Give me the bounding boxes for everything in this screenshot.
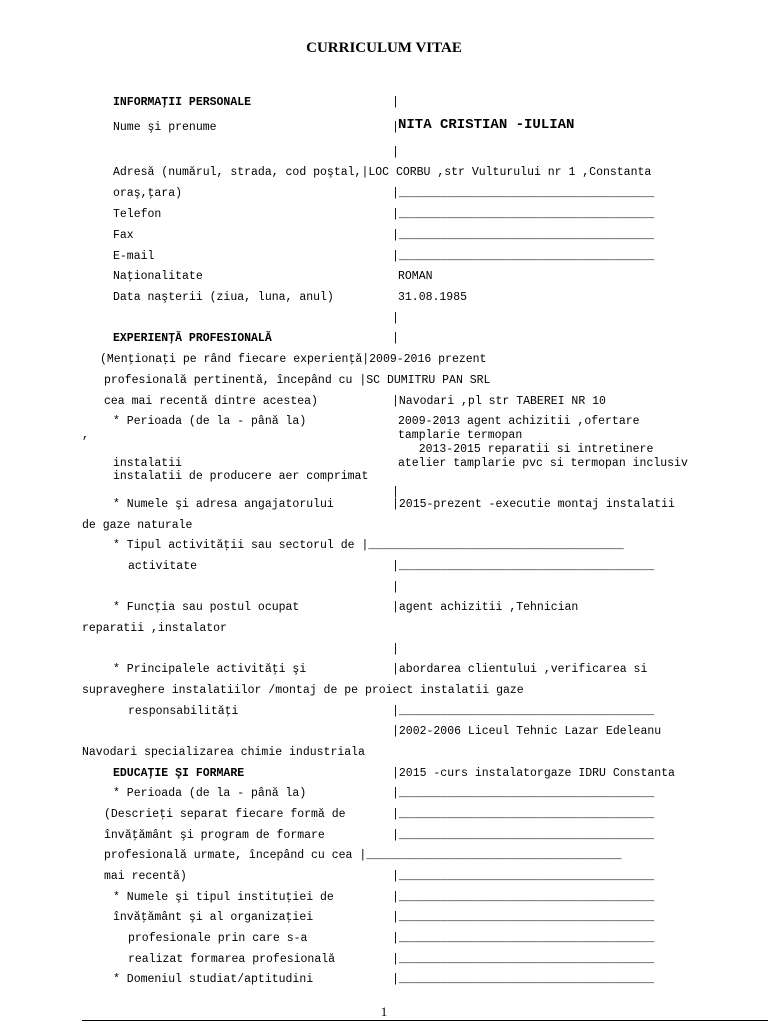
- cv-text-line: Nume şi prenume: [113, 121, 217, 134]
- cv-text-line: |2015 -curs instalatorgaze IDRU Constanta: [392, 767, 675, 780]
- cv-text-line: |: [392, 146, 399, 159]
- cv-text-line: * Perioada (de la - până la): [113, 415, 307, 428]
- section-heading: INFORMAŢII PERSONALE: [113, 96, 252, 109]
- cv-text-line: (Menţionaţi pe rând fiecare experienţă|2009-2016 prezent: [100, 353, 487, 366]
- cv-text-line: * Principalele activităţi şi: [113, 663, 307, 676]
- cv-text-line: * Funcţia sau postul ocupat: [113, 601, 300, 614]
- cv-text-line: Navodari specializarea chimie industriala: [82, 746, 365, 759]
- cv-text-line: * Numele şi tipul instituţiei de: [113, 891, 334, 904]
- cv-text-line: |_____________________________________: [392, 560, 655, 573]
- cv-text-line: * Perioada (de la - până la): [113, 787, 307, 800]
- cv-text-line: realizat formarea profesională: [128, 953, 336, 966]
- cv-text-line: profesională pertinentă, începând cu |SC DUMITRU PAN SRL: [104, 374, 491, 387]
- cv-text-line: atelier tamplarie pvc si termopan inclusiv: [398, 457, 688, 470]
- footer-divider: [82, 1020, 768, 1021]
- cv-text-line: instalatii de producere aer comprimat: [113, 470, 369, 483]
- cv-text-line: |_____________________________________: [392, 787, 655, 800]
- cv-text-line: |_____________________________________: [392, 250, 655, 263]
- cv-text-line: supraveghere instalatiilor /montaj de pe proiect instalatii gaze: [82, 684, 524, 697]
- cv-text-line: tamplarie termopan: [398, 429, 523, 442]
- cv-text-line: * Numele şi adresa angajatorului: [113, 498, 334, 511]
- cv-text-line: |abordarea clientului ,verificarea si: [392, 663, 648, 676]
- cv-text-line: |_____________________________________: [392, 229, 655, 242]
- cv-text-line: |: [392, 486, 399, 499]
- cv-text-line: |: [392, 581, 399, 594]
- cv-text-line: Data naşterii (ziua, luna, anul): [113, 291, 334, 304]
- full-name: NITA CRISTIAN -IULIAN: [398, 117, 575, 133]
- cv-text-line: |2002-2006 Liceul Tehnic Lazar Edeleanu: [392, 725, 662, 738]
- cv-text-line: |_____________________________________: [392, 208, 655, 221]
- cv-text-line: cea mai recentă dintre acestea): [104, 395, 318, 408]
- cv-text-line: activitate: [128, 560, 198, 573]
- cv-text-line: (Descrieţi separat fiecare formă de: [104, 808, 346, 821]
- cv-text-line: |: [392, 643, 399, 656]
- cv-text-line: |_____________________________________: [392, 973, 655, 986]
- cv-text-line: ROMAN: [398, 270, 433, 283]
- cv-text-line: |: [392, 332, 399, 345]
- cv-text-line: |: [392, 121, 399, 134]
- cv-text-line: |_____________________________________: [392, 187, 655, 200]
- cv-text-line: |_____________________________________: [392, 953, 655, 966]
- cv-text-line: mai recentă): [104, 870, 187, 883]
- cv-text-line: |agent achizitii ,Tehnician: [392, 601, 579, 614]
- cv-text-line: responsabilităţi: [128, 705, 239, 718]
- cv-text-line: instalatii: [113, 457, 183, 470]
- section-heading: EDUCAŢIE ŞI FORMARE: [113, 767, 245, 780]
- cv-text-line: 2009-2013 agent achizitii ,ofertare: [398, 415, 640, 428]
- cv-text-line: E-mail: [113, 250, 155, 263]
- cv-text-line: oraş,ţara): [113, 187, 183, 200]
- cv-text-line: ,: [82, 429, 89, 442]
- cv-text-line: de gaze naturale: [82, 519, 193, 532]
- cv-text-line: |_____________________________________: [392, 870, 655, 883]
- cv-text-line: |: [392, 312, 399, 325]
- cv-text-line: |_____________________________________: [392, 891, 655, 904]
- cv-text-line: 31.08.1985: [398, 291, 468, 304]
- cv-text-line: |2015-prezent -executie montaj instalatii: [392, 498, 675, 511]
- cv-text-line: |Navodari ,pl str TABEREI NR 10: [392, 395, 606, 408]
- cv-text-line: * Domeniul studiat/aptitudini: [113, 973, 314, 986]
- cv-text-line: |_____________________________________: [392, 932, 655, 945]
- cv-text-line: |_____________________________________: [392, 829, 655, 842]
- cv-text-line: învăţământ şi program de formare: [104, 829, 325, 842]
- document-title: CURRICULUM VITAE: [306, 40, 462, 56]
- cv-text-line: Telefon: [113, 208, 162, 221]
- cv-text-line: profesionale prin care s-a: [128, 932, 308, 945]
- cv-text-line: |_____________________________________: [392, 705, 655, 718]
- section-heading: EXPERIENŢĂ PROFESIONALĂ: [113, 332, 272, 345]
- cv-text-line: * Tipul activităţii sau sectorul de |_____________________________________: [113, 539, 624, 552]
- cv-text-line: |_____________________________________: [392, 808, 655, 821]
- cv-text-line: Fax: [113, 229, 134, 242]
- cv-text-line: învăţământ şi al organizaţiei: [113, 911, 314, 924]
- cv-text-line: reparatii ,instalator: [82, 622, 227, 635]
- page-number: 1: [380, 1004, 388, 1019]
- cv-text-line: Naţionalitate: [113, 270, 203, 283]
- cv-text-line: profesională urmate, începând cu cea |_____________________________________: [104, 849, 622, 862]
- cv-text-line: Adresă (numărul, strada, cod poştal,|LOC CORBU ,str Vulturului nr 1 ,Constanta: [113, 166, 652, 179]
- cv-text-line: |: [392, 96, 399, 109]
- cv-text-line: 2013-2015 reparatii si intretinere: [398, 443, 654, 456]
- cv-text-line: |_____________________________________: [392, 911, 655, 924]
